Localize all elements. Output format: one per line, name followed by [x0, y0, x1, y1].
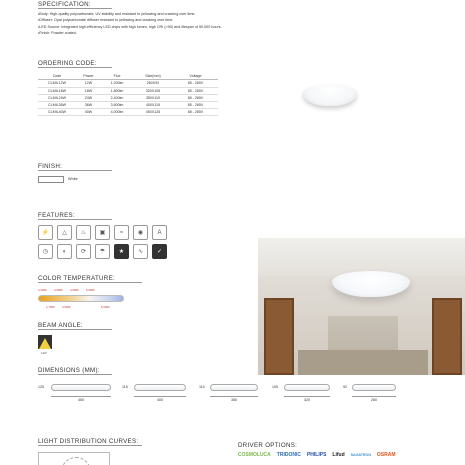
dim-line — [51, 396, 111, 397]
driver-brands — [238, 452, 396, 458]
col-header-power: Power — [76, 73, 101, 80]
col-header-size: Size(mm) — [133, 73, 173, 80]
cell-size: 400X115 — [133, 101, 173, 108]
dim-profile — [352, 384, 396, 391]
chip-icon: ▣ — [95, 225, 110, 240]
dim-width: 400 — [157, 398, 163, 402]
warranty-icon: ★ — [114, 244, 129, 259]
features-rule — [38, 219, 112, 220]
ordering-code-table — [38, 73, 218, 116]
cell-flux: 3,600lm — [101, 101, 133, 108]
specification-title: SPECIFICATION: — [38, 1, 91, 8]
finish-swatch — [38, 176, 64, 183]
certification-icon: ✓ — [152, 244, 167, 259]
ct-bottom-label: 3,500K — [62, 305, 71, 309]
table-row — [38, 94, 218, 101]
specification-list — [38, 11, 368, 36]
ceiling-lamp — [332, 271, 410, 297]
features-grid — [38, 225, 188, 263]
cell-code: CLMIL24W — [38, 94, 76, 101]
brand-logo: SAGATRON — [350, 453, 371, 457]
dim-height: 125 — [38, 385, 44, 389]
cell-voltage: 85 - 265V — [173, 101, 218, 108]
finish-title: FINISH: — [38, 163, 63, 170]
energy-icon: ⚡ — [38, 225, 53, 240]
door-right — [432, 298, 462, 375]
ordering-code-rule — [38, 67, 112, 68]
cell-size: 260X92 — [133, 80, 173, 87]
dim-width: 350 — [231, 398, 237, 402]
cell-power: 24W — [76, 94, 101, 101]
beam-angle-icon — [38, 335, 52, 349]
cell-code: CLMIL36W — [38, 101, 76, 108]
beam-angle-title: BEAM ANGLE: — [38, 322, 83, 329]
ct-top-label: 5,000K — [86, 288, 95, 292]
driver-options-title: DRIVER OPTIONS: — [238, 442, 298, 449]
dim-profile — [134, 384, 186, 391]
cell-flux: 1,200lm — [101, 80, 133, 87]
cell-power: 36W — [76, 101, 101, 108]
voltage-icon: ∿ — [133, 244, 148, 259]
dim-profile — [284, 384, 330, 391]
finish-label: White — [68, 177, 78, 181]
ip-rating-icon: ☂ — [95, 244, 110, 259]
dim-width: 260 — [371, 398, 377, 402]
cycle-icon: ⟳ — [76, 244, 91, 259]
cell-voltage: 85 - 265V — [173, 109, 218, 116]
ct-bottom-label: 2,700K — [46, 305, 55, 309]
ct-top-label: 4,000K — [70, 288, 79, 292]
shelf — [298, 350, 428, 375]
cell-size: 450X125 — [133, 109, 173, 116]
dim-height: 92 — [343, 385, 347, 389]
color-temperature-bar — [38, 295, 124, 302]
ordering-code-title: ORDERING CODE: — [38, 60, 97, 67]
dimmable-icon: ◐ — [57, 244, 72, 259]
cell-voltage: 85 - 265V — [173, 94, 218, 101]
cell-power: 40W — [76, 109, 101, 116]
spec-item: • Diffuser: Opal polycarbonate diffuser resistant to yellowing and cracking over time. — [38, 17, 368, 23]
table-row — [38, 87, 218, 94]
cell-power: 12W — [76, 80, 101, 87]
cell-size: 350X110 — [133, 94, 173, 101]
dimensions-title: DIMENSIONS (MM): — [38, 367, 100, 374]
cri-icon: ◉ — [133, 225, 148, 240]
lifespan-icon: ◷ — [38, 244, 53, 259]
light-distribution-title: LIGHT DISTRIBUTION CURVES: — [38, 438, 139, 445]
col-header-voltage: Voltage — [173, 73, 218, 80]
dim-width: 450 — [78, 398, 84, 402]
cell-voltage: 85 - 265V — [173, 80, 218, 87]
beam-angle-value: 120° — [41, 351, 48, 355]
color-temperature-rule — [38, 282, 142, 283]
dim-profile — [51, 384, 111, 391]
cell-voltage: 85 - 265V — [173, 87, 218, 94]
cell-code: CLMIL18W — [38, 87, 76, 94]
dim-profile — [210, 384, 258, 391]
table-row — [38, 109, 218, 116]
features-title: FEATURES: — [38, 212, 75, 219]
dim-line — [284, 396, 330, 397]
cell-flux: 2,400lm — [101, 94, 133, 101]
brand-logo: COSMOLUCA — [238, 452, 271, 458]
col-header-code: Code — [38, 73, 76, 80]
energy-class-icon: A — [152, 225, 167, 240]
table-row — [38, 80, 218, 87]
dim-height: 105 — [272, 385, 278, 389]
cell-code: CLMIL40W — [38, 109, 76, 116]
beam-angle-icon: △ — [57, 225, 72, 240]
cell-code: CLMIL12W — [38, 80, 76, 87]
brand-logo: TRIDONIC — [276, 452, 301, 458]
ct-bottom-label: 6,500K — [101, 305, 110, 309]
spec-item: • Body: High-quality polycarbonate, UV stability and resistant to yellowing and cracking over time. — [38, 11, 368, 17]
light-distribution-rule — [38, 445, 142, 446]
dim-line — [352, 396, 396, 397]
color-temperature-title: COLOR TEMPERATURE: — [38, 275, 116, 282]
light-distribution-chart — [38, 452, 110, 465]
cell-flux: 4,000lm — [101, 109, 133, 116]
dim-line — [210, 396, 258, 397]
brand-logo: Lifud — [332, 452, 345, 458]
table-header-row — [38, 73, 218, 80]
finish-rule — [38, 170, 112, 171]
col-header-flux: Flux — [101, 73, 133, 80]
feature-row — [38, 225, 188, 240]
brand-logo: OSRAM — [376, 452, 396, 458]
brand-logo: PHILIPS — [306, 452, 327, 458]
dim-height: 110 — [199, 385, 205, 389]
spec-item: • LED Source: Integrated high-efficiency LED chips with high lumen, high CRI (>90) and lifespan of 50,000 hours. — [38, 24, 368, 30]
power-factor-icon: ≈ — [114, 225, 129, 240]
cell-power: 18W — [76, 87, 101, 94]
dim-width: 320 — [304, 398, 310, 402]
spec-item: • Finish: Powder coated. — [38, 30, 368, 36]
specification-rule — [38, 8, 112, 9]
dim-line — [134, 396, 186, 397]
dimensions-rule — [38, 374, 112, 375]
product-image — [303, 84, 357, 106]
feature-row — [38, 244, 188, 259]
application-photo — [258, 238, 465, 375]
ct-top-label: 2,200K — [38, 288, 47, 292]
table-row — [38, 101, 218, 108]
beam-angle-rule — [38, 329, 112, 330]
door-left — [264, 298, 294, 375]
cell-size: 320X105 — [133, 87, 173, 94]
dim-height: 115 — [122, 385, 128, 389]
thermometer-icon: ♨ — [76, 225, 91, 240]
cell-flux: 1,800lm — [101, 87, 133, 94]
ct-top-label: 3,000K — [54, 288, 63, 292]
